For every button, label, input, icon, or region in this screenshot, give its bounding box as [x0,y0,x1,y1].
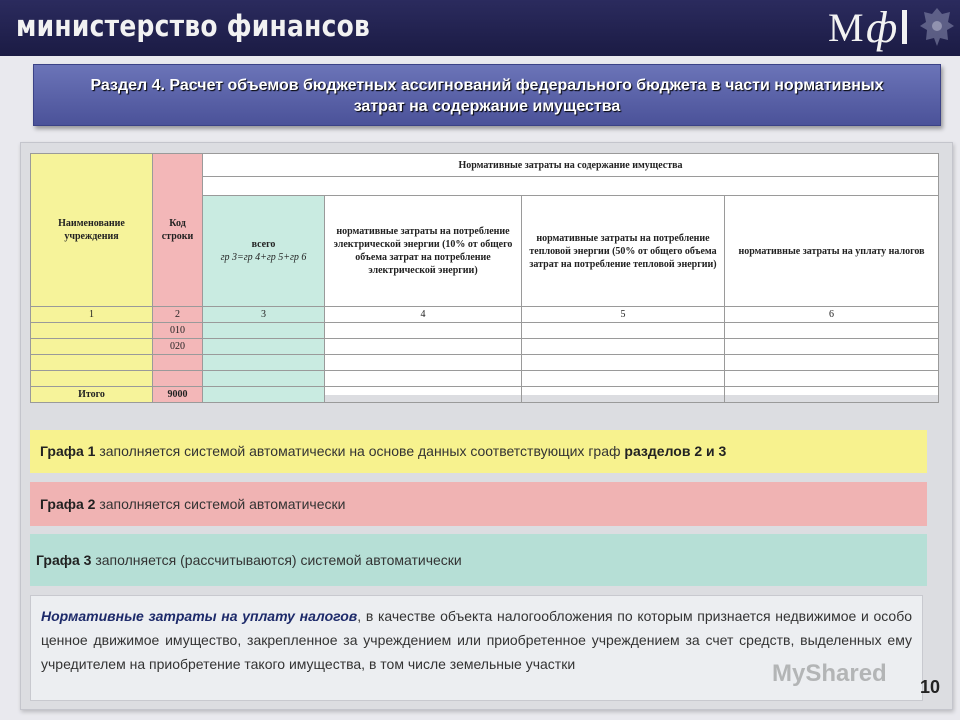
table-row [31,387,939,403]
section-title-line2: затрат на содержание имущества [353,98,621,115]
cell [31,339,153,355]
header-name: Наименование учреждения [31,154,153,307]
header-heat: нормативные затраты на потребление тепловой энергии (50% от общего объема затрат на потребление тепловой энергии) [522,196,725,307]
table-row [31,339,939,355]
cell [31,371,153,387]
cell [203,371,325,387]
note-2-text: заполняется системой автоматически [99,496,346,512]
section-title-line1: Раздел 4. Расчет объемов бюджетных ассигнований федерального бюджета в части нормативных [90,77,884,94]
cell [725,355,939,371]
ministry-title: министерство финансов [16,9,371,43]
note-column-2 [30,482,927,526]
cell [522,323,725,339]
ministry-logo: М ф [828,4,916,48]
cell [31,355,153,371]
cell: 4 [325,307,522,323]
note-3-text: заполняется (рассчитываются) системой автоматически [95,552,462,568]
note-4-term: Нормативные затраты на уплату налогов [41,608,358,624]
cell [203,323,325,339]
header-total-label: всего [251,239,276,250]
cell [325,339,522,355]
cell [153,355,203,371]
cell: Итого [31,387,153,403]
cell [522,371,725,387]
cell [725,387,939,403]
cell: 1 [31,307,153,323]
cell [522,387,725,403]
cell [153,371,203,387]
header-electric: нормативные затраты на потребление электрической энергии (10% от общего объема затрат на потребление электрической энергии) [325,196,522,307]
note-column-3 [30,534,927,586]
cell [31,323,153,339]
slide-number: 10 [920,677,941,697]
cell [203,339,325,355]
section-title [33,64,941,126]
header-blank-row [203,177,939,196]
cell [522,339,725,355]
cell: 020 [153,339,203,355]
cell [725,339,939,355]
cell [725,323,939,339]
cell [325,355,522,371]
table-row [31,355,939,371]
note-1-tail: разделов 2 и 3 [624,443,727,459]
cell [522,355,725,371]
cell: 9000 [153,387,203,403]
note-2-label: Графа 2 [40,496,96,512]
note-1-label: Графа 1 [40,443,96,459]
section4-table [30,153,938,400]
cell: 6 [725,307,939,323]
header-code: Код строки [153,154,203,307]
header-tax: нормативные затраты на уплату налогов [725,196,939,307]
cell [325,371,522,387]
table-row [31,307,939,323]
cell [203,355,325,371]
cell [325,387,522,403]
note-column-1 [30,430,927,473]
table-row [31,323,939,339]
cell [325,323,522,339]
coat-of-arms-icon [918,4,956,48]
cell: 3 [203,307,325,323]
cell: 5 [522,307,725,323]
cell: 2 [153,307,203,323]
header-total-formula: гр 3=гр 4+гр 5+гр 6 [220,252,307,263]
cell [203,387,325,403]
watermark-text: MyShared [772,660,887,687]
table-row [31,371,939,387]
header-group: Нормативные затраты на содержание имущества [203,154,939,177]
header-bar [0,0,960,56]
note-3-label: Графа 3 [36,552,92,568]
cell: 010 [153,323,203,339]
note-1-text: заполняется системой автоматически на основе данных соответствующих граф [99,443,621,459]
header-total [203,196,325,307]
cell [725,371,939,387]
note-4-text: , в качестве объекта налогообложения по которым признается недвижимое и особо ценное движимое имущество, закрепленное за учреждением или приобретенное учреждением за счет средств, выделенных ему учредителем на приобретение такого имущества, в том числе земельные участки [41,608,912,672]
